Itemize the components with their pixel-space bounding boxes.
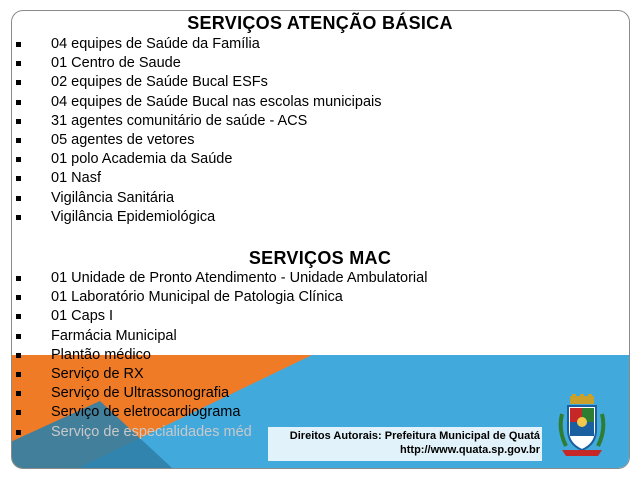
copyright-text: Direitos Autorais: Prefeitura Municipal de Quatá — [289, 430, 540, 442]
title-mac: SERVIÇOS MAC — [248, 248, 392, 268]
list-item-text: 01 Laboratório Municipal de Patologia Clínica — [51, 289, 343, 306]
bullet-icon — [16, 80, 21, 85]
bullet-icon — [16, 176, 21, 181]
list-item-text: 04 equipes de Saúde Bucal nas escolas municipais — [51, 93, 382, 110]
list-item-text: 01 Unidade de Pronto Atendimento - Unidade Ambulatorial — [51, 270, 428, 286]
list-item-text: Serviço de especialidades méd — [51, 423, 252, 440]
bullet-icon — [16, 215, 21, 220]
bullet-icon — [16, 100, 21, 105]
bullet-icon — [16, 410, 21, 415]
list-item-text: Serviço de eletrocardiograma — [51, 404, 241, 421]
list-item-text: 05 agentes de vetores — [51, 131, 195, 148]
list-item-text: Vigilância Epidemiológica — [51, 208, 216, 225]
list-item-text: Farmácia Municipal — [51, 327, 177, 344]
bullet-icon — [16, 353, 21, 358]
bullet-icon — [16, 372, 21, 377]
list-item-text: 01 Nasf — [51, 170, 101, 187]
list-item-text: Vigilância Sanitária — [51, 189, 175, 206]
bullet-icon — [16, 430, 21, 435]
copyright-box — [268, 427, 542, 461]
list-item-text: Serviço de RX — [51, 365, 144, 382]
title-atencao-basica: SERVIÇOS ATENÇÃO BÁSICA — [187, 13, 453, 33]
crest-icon — [556, 394, 608, 462]
website-link[interactable]: http://www.quata.sp.gov.br — [400, 444, 540, 456]
list-item-text: 31 agentes comunitário de saúde - ACS — [51, 112, 308, 129]
list-item-text: Serviço de Ultrassonografia — [51, 385, 230, 402]
bullet-icon — [16, 138, 21, 143]
bullet-icon — [16, 276, 21, 281]
list-item-text: Plantão médico — [51, 346, 151, 363]
bullet-icon — [16, 196, 21, 201]
bullet-icon — [16, 61, 21, 66]
list-item-text: 04 equipes de Saúde da Família — [51, 36, 260, 52]
bullet-icon — [16, 119, 21, 124]
bullet-icon — [16, 391, 21, 396]
bullet-icon — [16, 295, 21, 300]
bullet-icon — [16, 334, 21, 339]
list-item-text: 02 equipes de Saúde Bucal ESFs — [51, 74, 268, 91]
bullet-icon — [16, 42, 21, 47]
bullet-icon — [16, 157, 21, 162]
list-item-text: 01 polo Academia da Saúde — [51, 151, 233, 168]
bullet-icon — [16, 314, 21, 319]
list-item-text: 01 Caps I — [51, 308, 114, 325]
list-item-text: 01 Centro de Saude — [51, 55, 181, 72]
